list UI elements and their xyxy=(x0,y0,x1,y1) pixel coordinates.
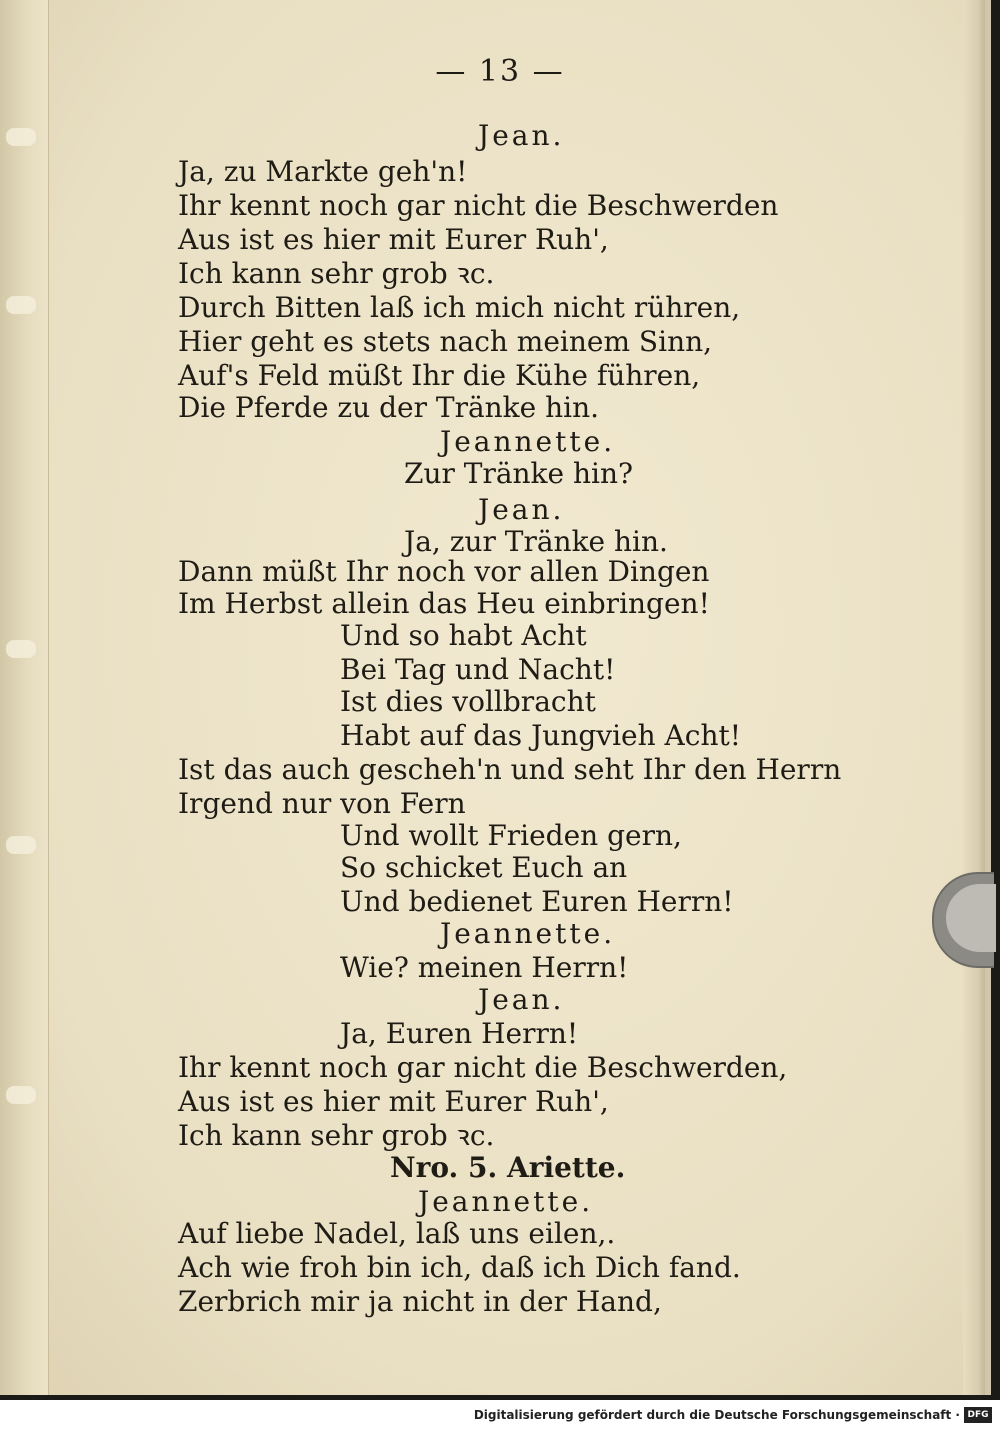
speaker-name: Jeannette. xyxy=(440,425,616,458)
verse-line: Aus ist es hier mit Eurer Ruh', xyxy=(178,1085,609,1118)
verse-line: Hier geht es stets nach meinem Sinn, xyxy=(178,325,713,358)
speaker-name: Jeannette. xyxy=(418,1185,594,1218)
speaker-name: Jean. xyxy=(478,983,565,1016)
verse-line: Und bedienet Euren Herrn! xyxy=(340,885,734,918)
verse-line: Ich kann sehr grob ꝛc. xyxy=(178,257,495,290)
verse-line: Durch Bitten laß ich mich nicht rühren, xyxy=(178,291,741,324)
verse-line: Ist dies vollbracht xyxy=(340,685,596,718)
verse-line: Ist das auch gescheh'n und seht Ihr den Herrn xyxy=(178,753,842,786)
page-edge xyxy=(963,0,985,1395)
page-number: — 13 — xyxy=(435,54,565,89)
verse-line: Ja, zu Markte geh'n! xyxy=(178,155,468,188)
verse-line: Auf's Feld müßt Ihr die Kühe führen, xyxy=(178,359,701,392)
verse-line: Ihr kennt noch gar nicht die Beschwerden, xyxy=(178,1051,788,1084)
verse-line: Im Herbst allein das Heu einbringen! xyxy=(178,587,710,620)
verse-line: Ach wie froh bin ich, daß ich Dich fand. xyxy=(178,1251,741,1284)
verse-line: Zerbrich mir ja nicht in der Hand, xyxy=(178,1285,662,1318)
binding-mark xyxy=(6,640,36,658)
verse-line: Und wollt Frieden gern, xyxy=(340,819,682,852)
verse-line: Irgend nur von Fern xyxy=(178,787,466,820)
binding-mark xyxy=(6,836,36,854)
verse-line: Habt auf das Jungvieh Acht! xyxy=(340,719,741,752)
verse-line: Zur Tränke hin? xyxy=(404,457,634,490)
page-gutter xyxy=(0,0,49,1395)
verse-line: Und so habt Acht xyxy=(340,619,587,652)
verse-line: Auf liebe Nadel, laß uns eilen,. xyxy=(178,1217,616,1250)
section-heading: Nro. 5. Ariette. xyxy=(390,1151,626,1184)
funding-credit: Digitalisierung gefördert durch die Deutsche Forschungsgemeinschaft · xyxy=(473,1408,960,1422)
verse-line: Die Pferde zu der Tränke hin. xyxy=(178,391,600,424)
speaker-name: Jean. xyxy=(478,493,565,526)
verse-line: Ja, Euren Herrn! xyxy=(340,1017,579,1050)
verse-line: Wie? meinen Herrn! xyxy=(340,951,629,984)
binding-mark xyxy=(6,1086,36,1104)
speaker-name: Jeannette. xyxy=(440,917,616,950)
dfg-logo: DFG xyxy=(964,1407,992,1423)
footer-bar xyxy=(0,1400,1000,1434)
verse-line: Ja, zur Tränke hin. xyxy=(404,525,668,558)
verse-line: Dann müßt Ihr noch vor allen Dingen xyxy=(178,555,710,588)
binding-mark xyxy=(6,296,36,314)
verse-line: Aus ist es hier mit Eurer Ruh', xyxy=(178,223,609,256)
verse-line: So schicket Euch an xyxy=(340,851,628,884)
verse-line: Ich kann sehr grob ꝛc. xyxy=(178,1119,495,1152)
speaker-name: Jean. xyxy=(478,119,565,152)
binding-mark xyxy=(6,128,36,146)
verse-line: Ihr kennt noch gar nicht die Beschwerden xyxy=(178,189,779,222)
verse-line: Bei Tag und Nacht! xyxy=(340,653,616,686)
